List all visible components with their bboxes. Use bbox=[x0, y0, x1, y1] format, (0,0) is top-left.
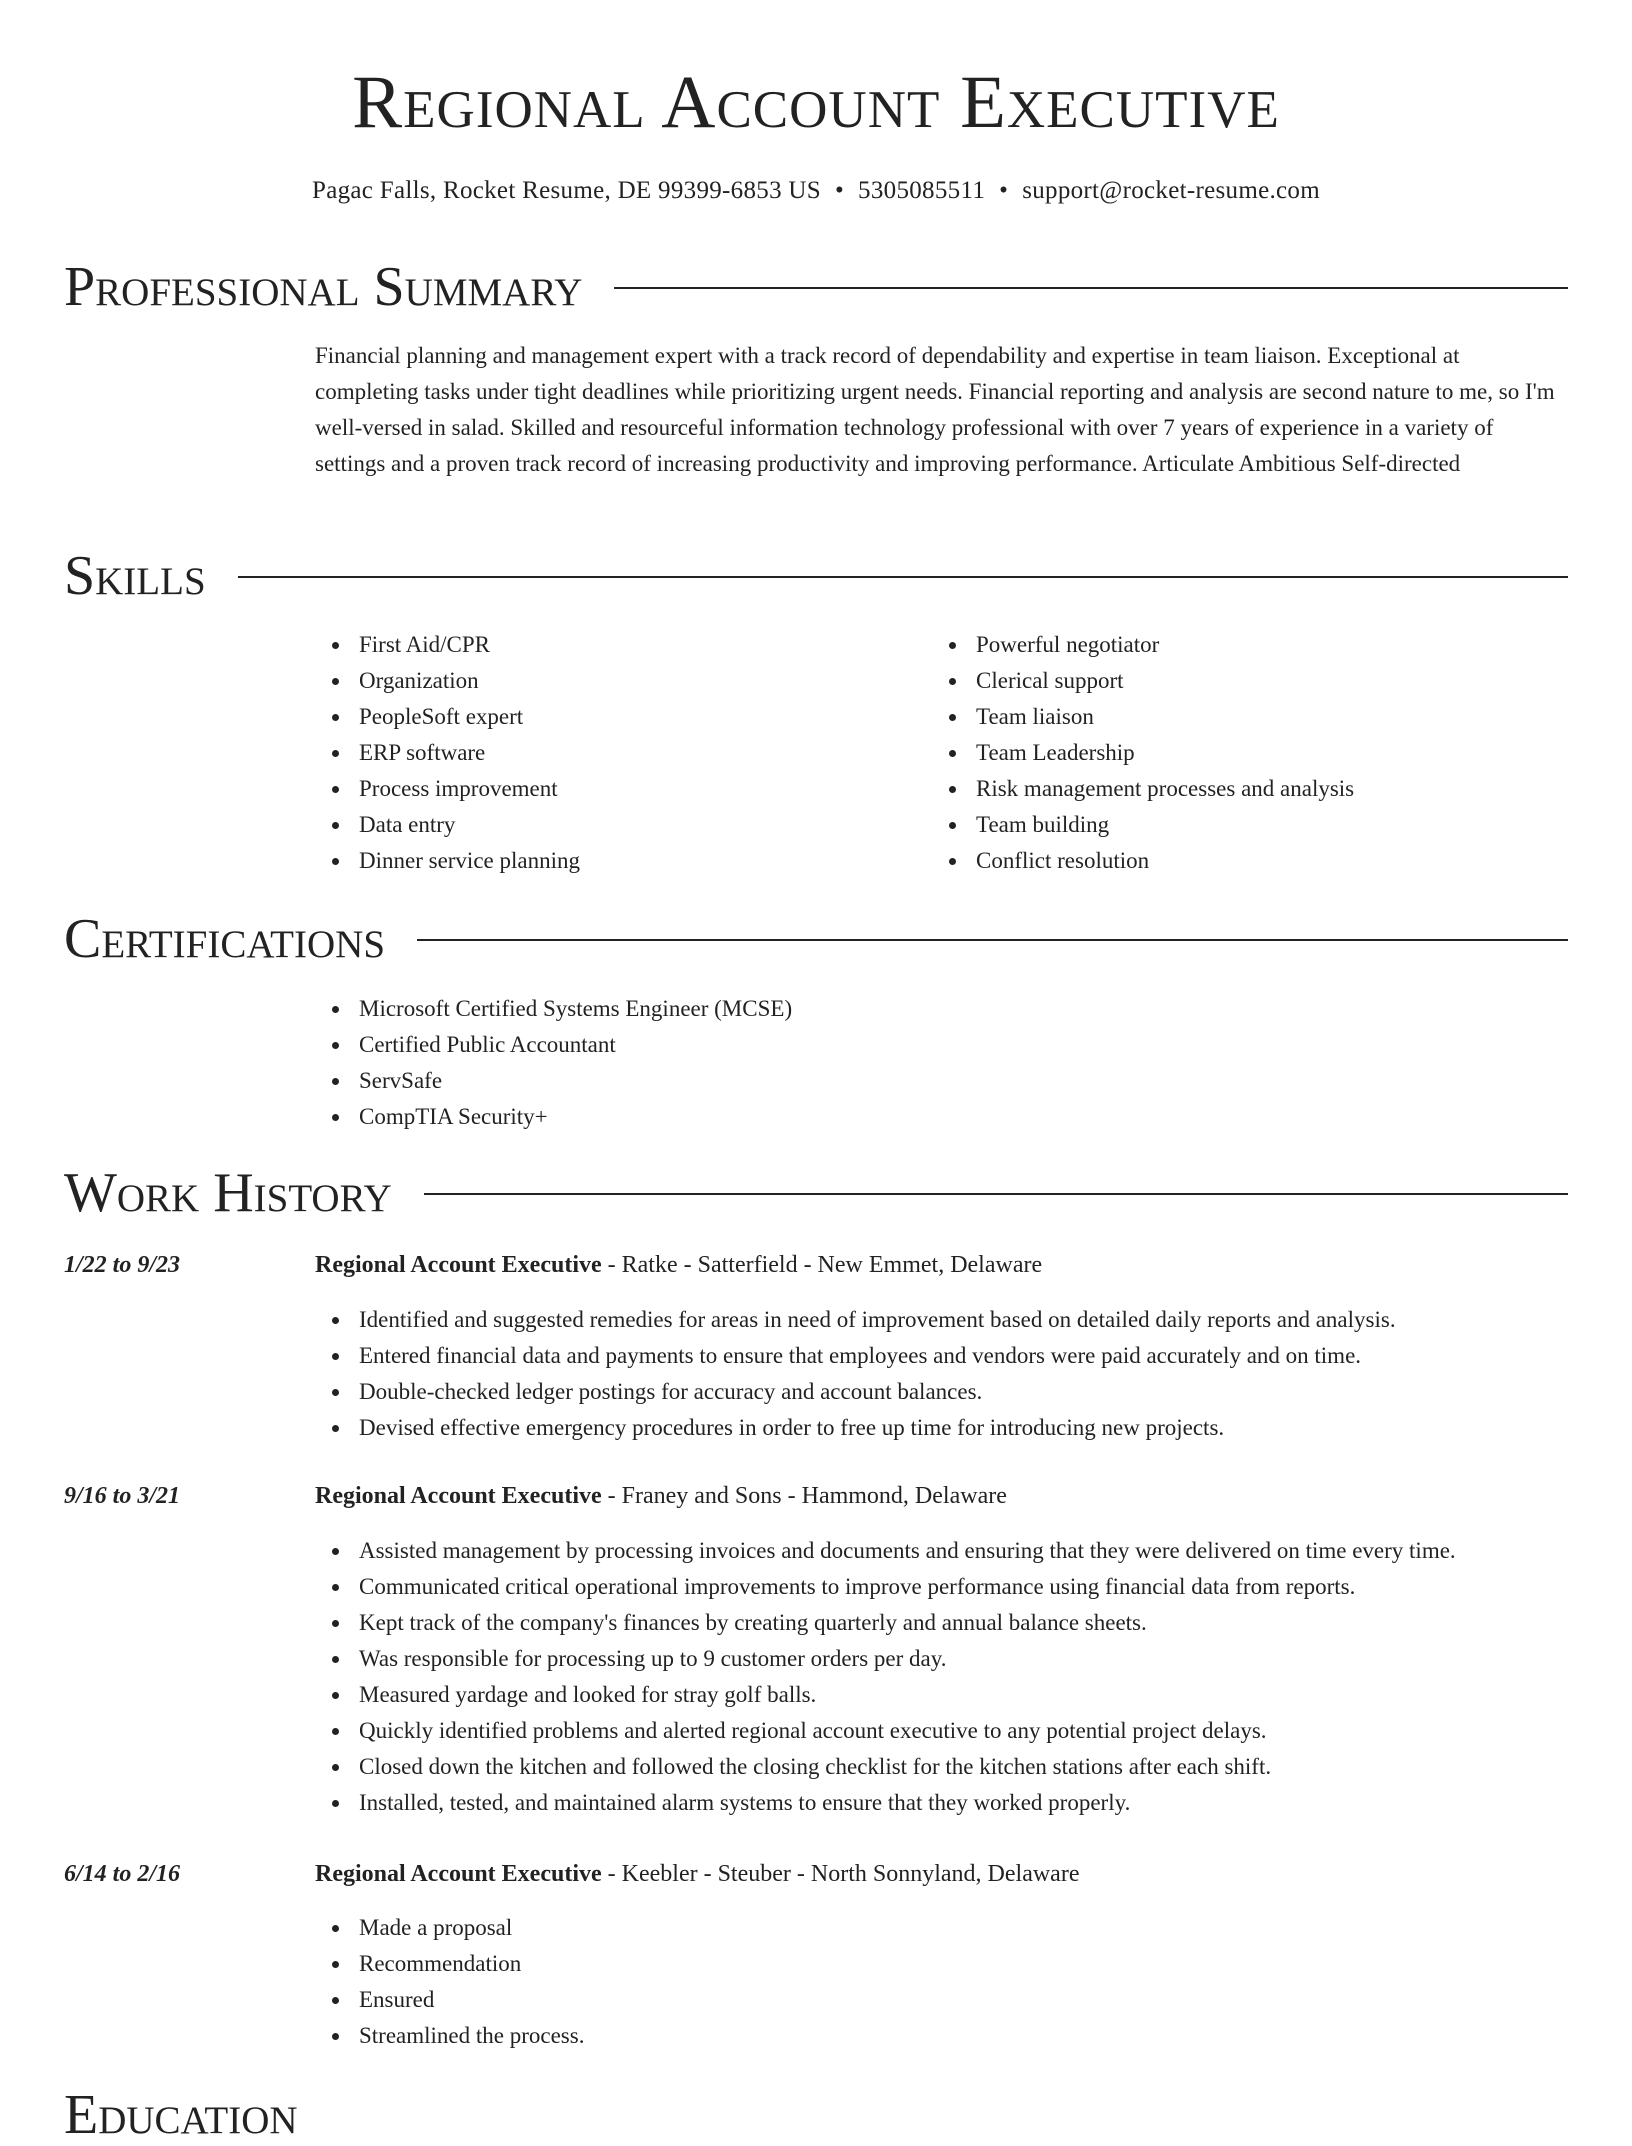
list-item: Process improvement bbox=[315, 771, 580, 807]
contact-separator: • bbox=[834, 177, 845, 204]
summary-heading: Professional Summary bbox=[64, 256, 583, 318]
skills-section-header bbox=[64, 545, 1568, 607]
section-divider bbox=[424, 1193, 1568, 1195]
job-dates: 6/14 to 2/16 bbox=[64, 1861, 181, 1887]
job-dates: 9/16 to 3/21 bbox=[64, 1483, 181, 1509]
resume-name: Regional Account Executive bbox=[352, 61, 1280, 144]
list-item: ServSafe bbox=[315, 1063, 792, 1099]
list-item: Conflict resolution bbox=[932, 843, 1354, 879]
contact-address: Pagac Falls, Rocket Resume, DE 99399-6853 US bbox=[312, 177, 821, 204]
job-bullets bbox=[315, 1533, 1456, 1821]
job-bullets-column bbox=[315, 1910, 584, 2054]
summary-text: Financial planning and management expert with a track record of dependability and expertise in team liaison. Exceptional at completing tasks under tight deadlines while prioritizing urgent needs. Financial reporting and analysis are second nature to me, so I'm well-versed in salad. Skilled and resourceful information technology professional with over 7 years of experience in a variety of settings and a proven track record of increasing productivity and improving performance. Articulate Ambitious Self-directed bbox=[315, 343, 1555, 476]
list-item: Dinner service planning bbox=[315, 843, 580, 879]
list-item: Clerical support bbox=[932, 663, 1354, 699]
list-item: Identified and suggested remedies for areas in need of improvement based on detailed daily reports and analysis. bbox=[315, 1302, 1396, 1338]
list-item: Entered financial data and payments to ensure that employees and vendors were paid accurately and on time. bbox=[315, 1338, 1396, 1374]
list-item: Recommendation bbox=[315, 1946, 584, 1982]
contact-line bbox=[64, 174, 1568, 208]
job-dates: 1/22 to 9/23 bbox=[64, 1252, 181, 1278]
section-divider bbox=[614, 287, 1568, 289]
contact-phone: 5305085511 bbox=[858, 177, 986, 204]
list-item: CompTIA Security+ bbox=[315, 1099, 792, 1135]
list-item: Installed, tested, and maintained alarm systems to ensure that they worked properly. bbox=[315, 1785, 1456, 1821]
education-section-header bbox=[64, 2084, 1568, 2146]
section-divider bbox=[417, 939, 1568, 941]
list-item: Assisted management by processing invoices and documents and ensuring that they were delivered on time every time. bbox=[315, 1533, 1456, 1569]
list-item: Ensured bbox=[315, 1982, 584, 2018]
skills-list-right bbox=[932, 627, 1354, 879]
list-item: Powerful negotiator bbox=[932, 627, 1354, 663]
skills-heading: Skills bbox=[64, 545, 206, 607]
contact-email: support@rocket-resume.com bbox=[1022, 177, 1320, 204]
list-item: Streamlined the process. bbox=[315, 2018, 584, 2054]
job-bullets bbox=[315, 1302, 1396, 1446]
list-item: Team building bbox=[932, 807, 1354, 843]
certifications-column bbox=[315, 991, 792, 1135]
list-item: Devised effective emergency procedures in order to free up time for introducing new projects. bbox=[315, 1410, 1396, 1446]
skills-left-column bbox=[315, 627, 580, 879]
skills-right-column bbox=[932, 627, 1354, 879]
job-bullets bbox=[315, 1910, 584, 2054]
certifications-list bbox=[315, 991, 792, 1135]
list-item: PeopleSoft expert bbox=[315, 699, 580, 735]
job-bullets-column bbox=[315, 1302, 1396, 1446]
job-title: Regional Account Executive bbox=[315, 1861, 602, 1887]
job-heading bbox=[315, 1857, 1079, 1891]
work-heading: Work History bbox=[64, 1162, 392, 1224]
education-heading: Education bbox=[64, 2084, 298, 2146]
list-item: Organization bbox=[315, 663, 580, 699]
list-item: Double-checked ledger postings for accuracy and account balances. bbox=[315, 1374, 1396, 1410]
list-item: Closed down the kitchen and followed the closing checklist for the kitchen stations after each shift. bbox=[315, 1749, 1456, 1785]
certifications-heading: Certifications bbox=[64, 908, 386, 970]
list-item: Communicated critical operational improvements to improve performance using financial data from reports. bbox=[315, 1569, 1456, 1605]
list-item: Quickly identified problems and alerted regional account executive to any potential project delays. bbox=[315, 1713, 1456, 1749]
job-heading bbox=[315, 1248, 1042, 1282]
section-divider bbox=[238, 576, 1568, 578]
list-item: Kept track of the company's finances by creating quarterly and annual balance sheets. bbox=[315, 1605, 1456, 1641]
skills-list-left bbox=[315, 627, 580, 879]
list-item: Certified Public Accountant bbox=[315, 1027, 792, 1063]
list-item: ERP software bbox=[315, 735, 580, 771]
job-heading bbox=[315, 1479, 1007, 1513]
list-item: Team liaison bbox=[932, 699, 1354, 735]
job-employer-location: - Ratke - Satterfield - New Emmet, Delaware bbox=[601, 1252, 1043, 1278]
job-title: Regional Account Executive bbox=[315, 1483, 602, 1509]
list-item: Team Leadership bbox=[932, 735, 1354, 771]
job-employer-location: - Franey and Sons - Hammond, Delaware bbox=[601, 1483, 1007, 1509]
list-item: Data entry bbox=[315, 807, 580, 843]
list-item: Microsoft Certified Systems Engineer (MCSE) bbox=[315, 991, 792, 1027]
list-item: Measured yardage and looked for stray golf balls. bbox=[315, 1677, 1456, 1713]
certifications-section-header bbox=[64, 908, 1568, 970]
job-bullets-column bbox=[315, 1533, 1456, 1821]
list-item: Risk management processes and analysis bbox=[932, 771, 1354, 807]
list-item: Was responsible for processing up to 9 customer orders per day. bbox=[315, 1641, 1456, 1677]
list-item: Made a proposal bbox=[315, 1910, 584, 1946]
work-section-header bbox=[64, 1162, 1568, 1224]
resume-page bbox=[64, 0, 1568, 2146]
list-item: First Aid/CPR bbox=[315, 627, 580, 663]
summary-section-header bbox=[64, 256, 1568, 318]
job-title: Regional Account Executive bbox=[315, 1252, 602, 1278]
job-employer-location: - Keebler - Steuber - North Sonnyland, Delaware bbox=[601, 1861, 1080, 1887]
contact-separator: • bbox=[999, 177, 1009, 204]
